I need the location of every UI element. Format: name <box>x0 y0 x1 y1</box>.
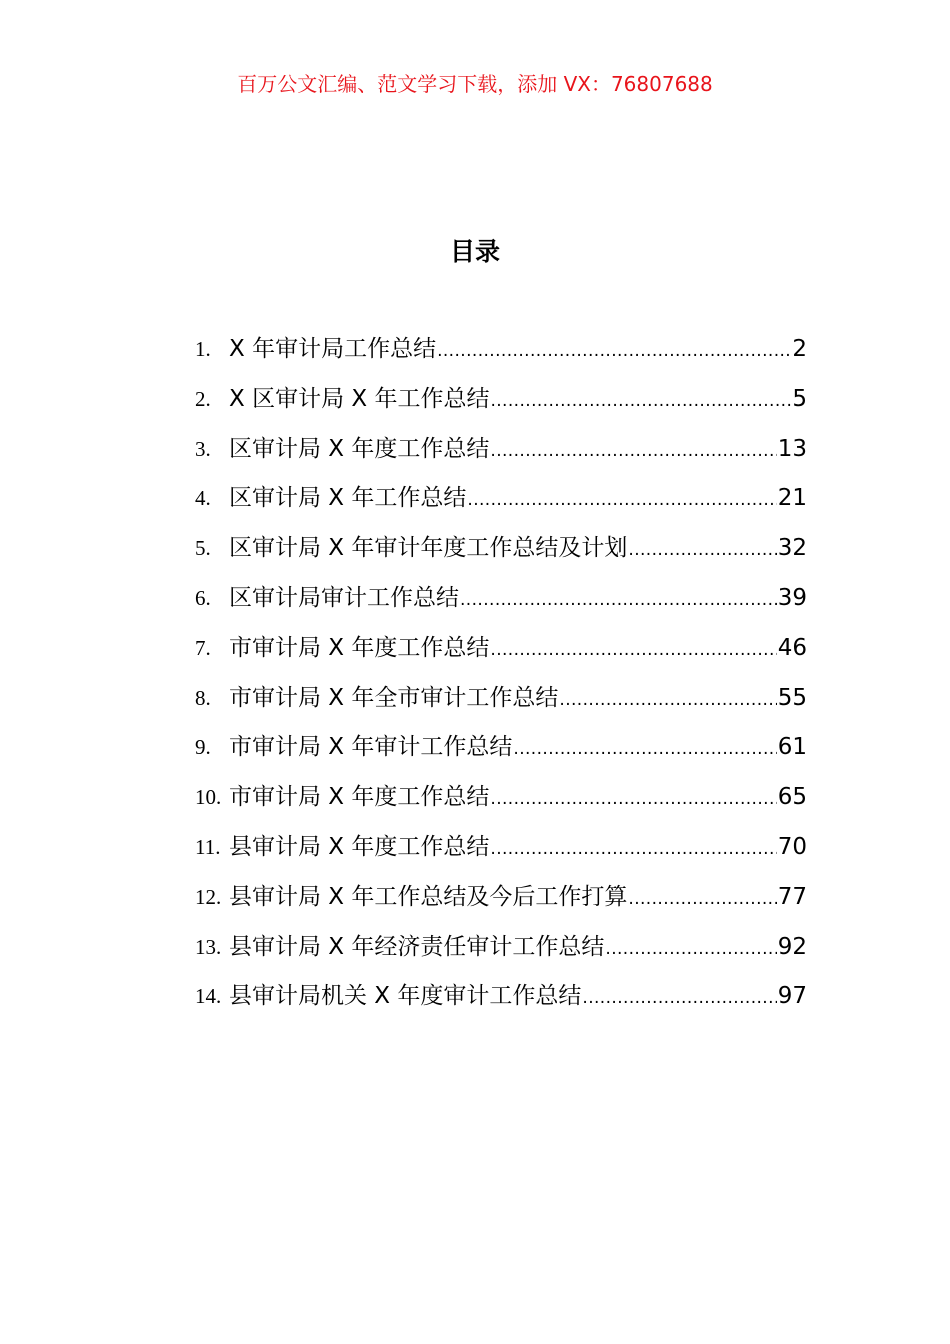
toc-item[interactable] <box>195 629 807 679</box>
toc-leader-dots <box>513 739 776 759</box>
toc-leader-dots <box>628 889 776 909</box>
toc-item-page: 21 <box>777 485 807 512</box>
toc-item-number: 1. <box>195 337 211 361</box>
toc-item-number: 11. <box>195 834 221 859</box>
toc-leader-dots <box>437 341 791 361</box>
toc-item-number: 3. <box>195 436 211 461</box>
toc-leader-dots <box>582 988 776 1008</box>
toc-item-page: 46 <box>777 634 807 661</box>
toc-item-page: 13 <box>777 435 807 462</box>
toc-item-number: 4. <box>195 486 211 511</box>
toc-item-title: 市审计局 X 年度工作总结 <box>229 634 490 661</box>
toc-leader-dots <box>559 690 776 710</box>
toc-leader-dots <box>490 391 791 411</box>
toc-item-title: 县审计局机关 X 年度审计工作总结 <box>229 983 582 1010</box>
toc-item-title: 市审计局 X 年全市审计工作总结 <box>229 684 559 711</box>
toc-item-page: 70 <box>777 833 807 860</box>
toc-item-page: 92 <box>777 933 807 960</box>
toc-item-number: 10. <box>195 785 222 810</box>
toc-item[interactable] <box>195 878 807 928</box>
toc-item-page: 5 <box>792 385 807 412</box>
toc-item-title: 区审计局 X 年工作总结 <box>229 485 467 512</box>
toc-leader-dots <box>490 640 776 660</box>
toc-item[interactable] <box>195 579 807 629</box>
page-title: 目录 <box>449 237 500 266</box>
toc-item[interactable] <box>195 380 807 430</box>
toc-item-number: 12. <box>195 884 222 909</box>
toc-item-page: 65 <box>777 784 807 811</box>
toc-item[interactable] <box>195 728 807 778</box>
toc-leader-dots <box>605 939 776 959</box>
table-of-contents <box>195 330 807 1027</box>
toc-item-title: 县审计局 X 年经济责任审计工作总结 <box>229 933 605 960</box>
toc-item-page: 2 <box>792 336 807 362</box>
toc-leader-dots <box>460 590 777 610</box>
toc-item-page: 39 <box>777 584 807 611</box>
toc-item[interactable] <box>195 977 807 1027</box>
toc-item[interactable] <box>195 430 807 480</box>
toc-item-page: 55 <box>777 684 807 711</box>
toc-leader-dots <box>628 540 776 560</box>
toc-item[interactable] <box>195 679 807 729</box>
toc-item[interactable] <box>195 479 807 529</box>
toc-item-title: 县审计局 X 年工作总结及今后工作打算 <box>229 883 628 910</box>
toc-item-title: 区审计局 X 年审计年度工作总结及计划 <box>229 535 628 562</box>
toc-item-number: 13. <box>195 934 222 959</box>
toc-leader-dots <box>467 490 776 510</box>
header-watermark-text: 百万公文汇编、范文学习下载，添加 VX：76807688 <box>237 72 713 96</box>
toc-item-page: 61 <box>777 734 807 761</box>
toc-item-title: X 区审计局 X 年工作总结 <box>229 385 490 412</box>
toc-item[interactable] <box>195 778 807 828</box>
toc-item-title: 市审计局 X 年审计工作总结 <box>229 734 513 761</box>
toc-item-number: 8. <box>195 685 211 710</box>
toc-item-title: 市审计局 X 年度工作总结 <box>229 784 490 811</box>
toc-item[interactable] <box>195 330 807 380</box>
toc-item[interactable] <box>195 928 807 978</box>
toc-item[interactable] <box>195 529 807 579</box>
toc-item[interactable] <box>195 828 807 878</box>
toc-leader-dots <box>490 789 776 809</box>
toc-item-title: X 年审计局工作总结 <box>229 336 437 362</box>
toc-item-title: 区审计局审计工作总结 <box>229 584 459 611</box>
toc-leader-dots <box>490 839 776 859</box>
toc-item-title: 县审计局 X 年度工作总结 <box>229 833 490 860</box>
toc-item-number: 5. <box>195 536 211 561</box>
toc-item-number: 14. <box>195 984 222 1009</box>
toc-item-page: 77 <box>777 883 807 910</box>
toc-item-number: 9. <box>195 735 211 760</box>
toc-item-number: 7. <box>195 635 211 660</box>
toc-item-number: 6. <box>195 585 211 610</box>
toc-item-page: 97 <box>777 983 807 1010</box>
toc-item-page: 32 <box>777 535 807 562</box>
toc-item-number: 2. <box>195 386 211 411</box>
toc-leader-dots <box>490 441 776 461</box>
toc-item-title: 区审计局 X 年度工作总结 <box>229 435 490 462</box>
